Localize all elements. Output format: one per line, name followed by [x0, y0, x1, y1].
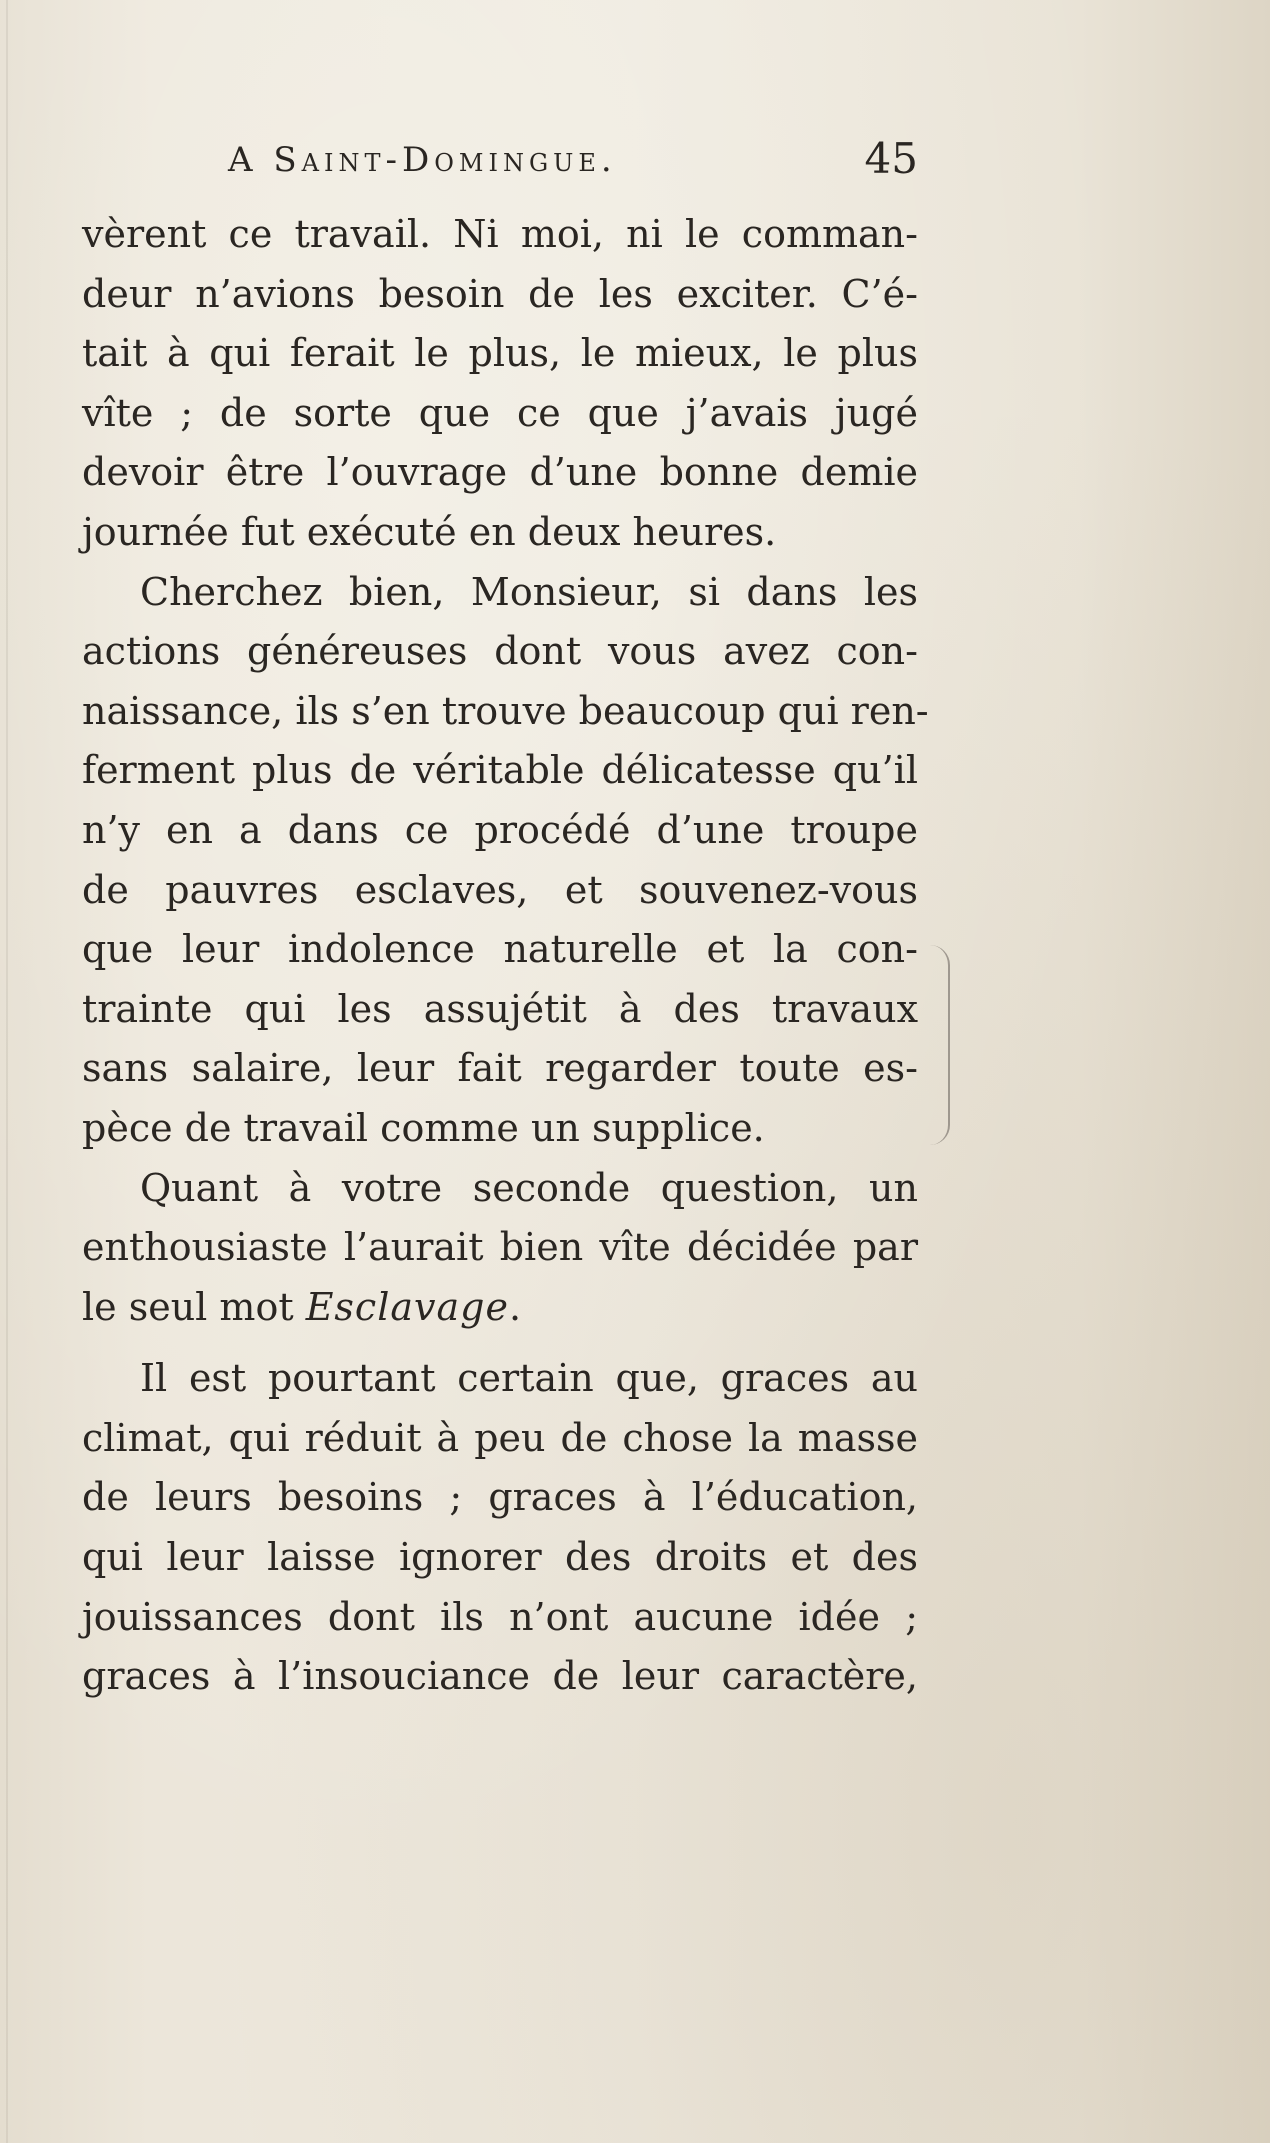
text-line: Quant à votre seconde question, un: [140, 1165, 918, 1210]
text-line: de pauvres esclaves, et souvenez-vous: [82, 867, 918, 912]
text-line: de leurs besoins ; graces à l’éducation,: [82, 1475, 918, 1520]
page-header: [228, 134, 918, 200]
paragraph-2: [82, 563, 929, 1159]
paragraph-4: [82, 1349, 918, 1707]
page-number: 45: [864, 134, 918, 183]
text-line: n’y en a dans ce procédé d’une troupe: [82, 807, 918, 852]
text-line: enthousiaste l’aurait bien vîte décidée par: [82, 1225, 918, 1270]
text-line: Il est pourtant certain que, graces au: [140, 1356, 918, 1401]
paragraph-3: [82, 1159, 918, 1338]
text-line: que leur indolence naturelle et la con-: [82, 927, 918, 972]
paragraph-gap: [82, 1337, 918, 1349]
body-text: [82, 205, 929, 1707]
text-line: pèce de travail comme un supplice.: [82, 1105, 765, 1150]
text-line: vèrent ce travail. Ni moi, ni le comman-: [82, 212, 918, 256]
text-line: naissance, ils s’en trouve beaucoup qui ren-: [82, 688, 929, 733]
text-line: trainte qui les assujétit à des travaux: [82, 986, 918, 1031]
text-line: climat, qui réduit à peu de chose la masse: [82, 1415, 918, 1460]
text-line: journée fut exécuté en deux heures.: [82, 509, 777, 554]
text-line: devoir être l’ouvrage d’une bonne demie: [82, 450, 918, 495]
text-line-with-italic: [82, 1278, 918, 1338]
text-line: tait à qui ferait le plus, le mieux, le plus: [82, 331, 918, 376]
paragraph-1: [82, 205, 918, 563]
text-line: actions généreuses dont vous avez con-: [82, 629, 918, 674]
text-line: deur n’avions besoin de les exciter. C’é-: [82, 271, 918, 316]
text-line: Cherchez bien, Monsieur, si dans les: [140, 569, 918, 614]
running-head: A Saint-Domingue.: [228, 140, 617, 180]
italic-word: Esclavage: [305, 1284, 509, 1329]
text-line: jouissances dont ils n’ont aucune idée ;: [82, 1594, 918, 1639]
text-fragment: le seul mot: [82, 1284, 306, 1329]
text-fragment: .: [508, 1284, 522, 1329]
binding-edge-mark: [6, 0, 8, 2143]
pencil-margin-bracket: [930, 945, 950, 1145]
text-line: vîte ; de sorte que ce que j’avais jugé: [82, 390, 918, 435]
text-line: sans salaire, leur fait regarder toute es-: [82, 1046, 918, 1091]
text-line: ferment plus de véritable délicatesse qu’il: [82, 748, 918, 793]
text-line: qui leur laisse ignorer des droits et des: [82, 1535, 918, 1580]
text-line: graces à l’insouciance de leur caractère,: [82, 1654, 918, 1699]
